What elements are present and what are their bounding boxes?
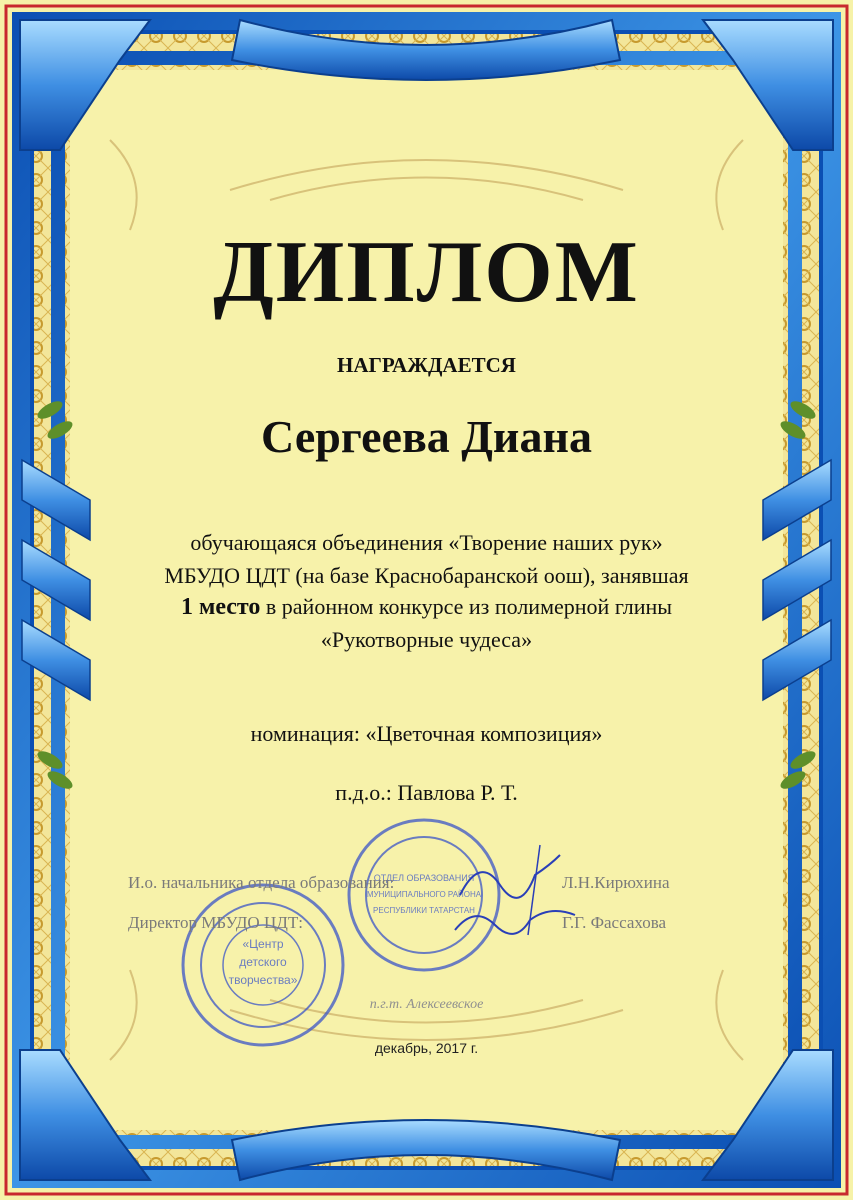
town-text: п.г.т. Алексеевское — [369, 997, 484, 1012]
signature-scribbles — [440, 835, 580, 945]
stamp-left-text-1: «Центр — [242, 937, 284, 951]
description-line-3 — [0, 594, 853, 621]
description-line-4: «Рукотворные чудеса» — [320, 627, 533, 652]
nomination-text: номинация: «Цветочная композиция» — [250, 721, 603, 746]
description-line-2: МБУДО ЦДТ (на базе Краснобаранской оош), занявшая — [164, 563, 689, 588]
signature-name-1: Л.Н.Кирюхина — [562, 873, 670, 892]
date-text: декабрь, 2017 г. — [374, 1040, 479, 1056]
description-line-1: обучающаяся объединения «Творение наших рук» — [190, 530, 663, 555]
stamp-left — [178, 880, 348, 1050]
contest-text: в районном конкурсе из полимерной глины — [265, 594, 673, 619]
stamp-left-text-2: детского — [239, 955, 287, 969]
stamp-right-text-2: МУНИЦИПАЛЬНОГО РАЙОНА — [366, 890, 482, 899]
awarded-label: НАГРАЖДАЕТСЯ — [337, 353, 516, 377]
signature-role-2: Директор МБУДО ЦДТ: — [128, 913, 303, 932]
stamp-right-text-1: ОТДЕЛ ОБРАЗОВАНИЯ — [373, 873, 475, 883]
signature-role-1: И.о. начальника отдела образования: — [128, 873, 395, 892]
teacher-text: п.д.о.: Павлова Р. Т. — [335, 780, 518, 805]
diploma-title: ДИПЛОМ — [213, 224, 640, 321]
signature-name-2: Г.Г. Фассахова — [562, 913, 667, 932]
place-text: 1 место — [180, 594, 261, 620]
stamp-left-text-3: творчества» — [228, 973, 298, 987]
stamp-right-text-3: РЕСПУБЛИКИ ТАТАРСТАН — [373, 906, 475, 915]
recipient-name: Сергеева Диана — [261, 411, 592, 462]
